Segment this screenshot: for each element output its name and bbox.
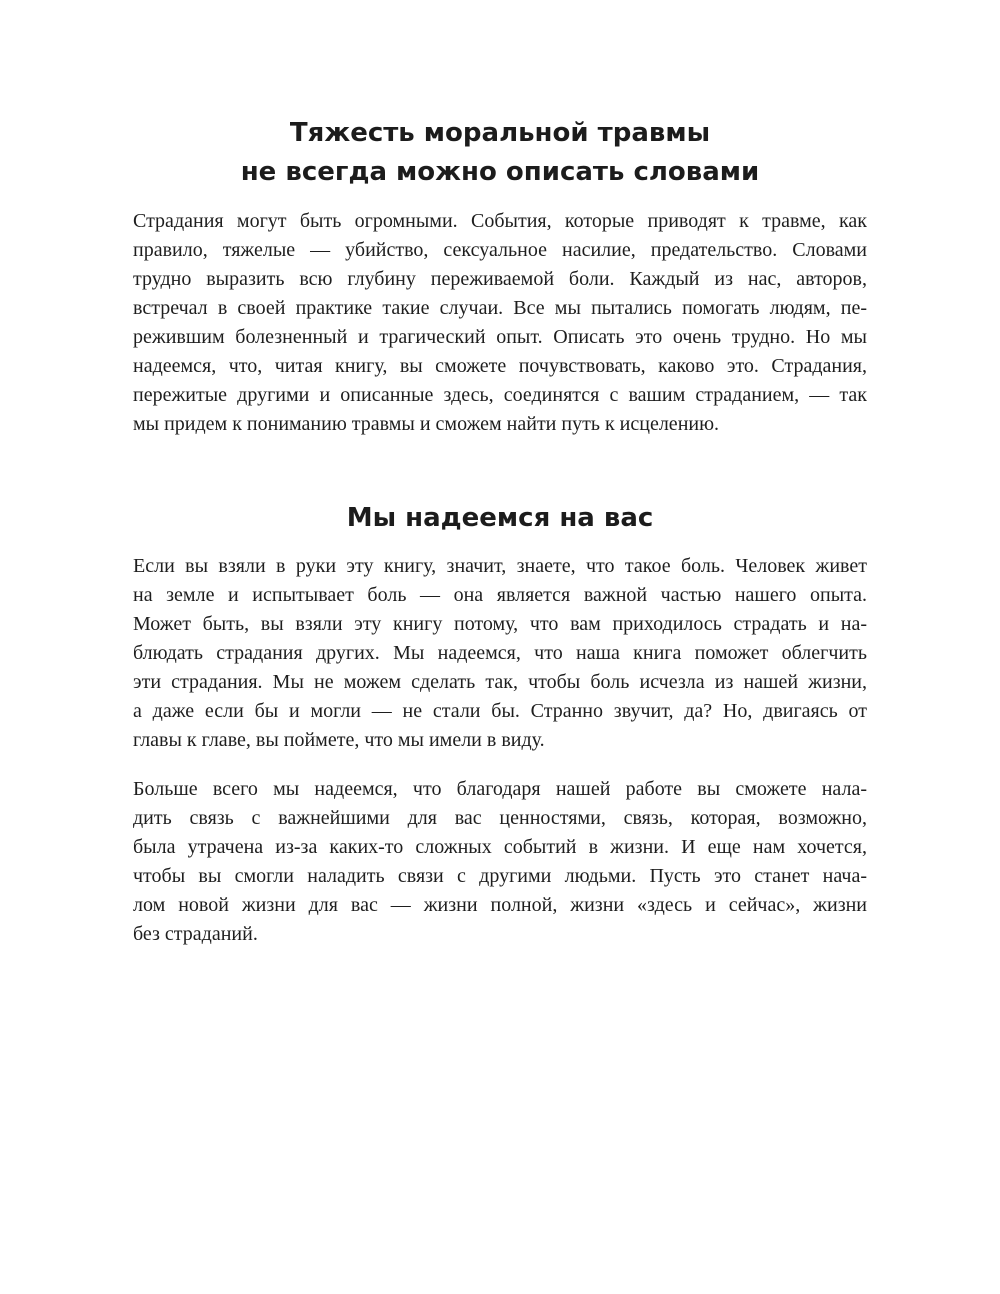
paragraph-we-hope-2	[133, 775, 867, 949]
text-line: дить связь с важнейшими для вас ценностями, связь, которая, возможно,	[133, 807, 867, 829]
text-line: без страданий.	[133, 923, 258, 945]
text-line: Может быть, вы взяли эту книгу потому, что вам приходилось страдать и на-	[133, 613, 867, 635]
text-line: Страдания могут быть огромными. События, которые приводят к травме, как	[133, 210, 867, 232]
section-title-line: Мы надеемся на вас	[346, 503, 654, 533]
text-line: встречал в своей практике такие случаи. Все мы пытались помогать людям, пе-	[133, 297, 867, 319]
text-line: трудно выразить всю глубину переживаемой боли. Каждый из нас, авторов,	[133, 268, 867, 290]
text-line: блюдать страдания других. Мы надеемся, что наша книга поможет облегчить	[133, 642, 867, 664]
text-line: мы придем к пониманию травмы и сможем найти путь к исцелению.	[133, 413, 720, 435]
text-line: надеемся, что, читая книгу, вы сможете почувствовать, каково это. Страдания,	[133, 355, 867, 377]
section-title-we-hope	[133, 499, 867, 538]
paragraph-we-hope-1	[133, 552, 867, 755]
text-line: режившим болезненный и трагический опыт. Описать это очень трудно. Но мы	[133, 326, 867, 348]
section-title-moral-trauma	[133, 114, 867, 192]
text-line: а даже если бы и могли — не стали бы. Странно звучит, да? Но, двигаясь от	[133, 700, 867, 722]
text-line: на земле и испытывает боль — она является важной частью нашего опыта.	[133, 584, 867, 606]
text-line: пережитые другими и описанные здесь, соединятся с вашим страданием, — так	[133, 384, 867, 406]
paragraph-moral-trauma	[133, 207, 867, 439]
text-line: была утрачена из-за каких-то сложных событий в жизни. И еще нам хочется,	[133, 836, 867, 858]
section-title-line: не всегда можно описать словами	[240, 157, 760, 187]
text-line: Если вы взяли в руки эту книгу, значит, знаете, что такое боль. Человек живет	[133, 555, 867, 577]
section-title-line: Тяжесть моральной травмы	[289, 118, 711, 148]
text-line: лом новой жизни для вас — жизни полной, жизни «здесь и сейчас», жизни	[133, 894, 867, 916]
text-line: эти страдания. Мы не можем сделать так, чтобы боль исчезла из нашей жизни,	[133, 671, 867, 693]
text-line: Больше всего мы надеемся, что благодаря нашей работе вы сможете нала-	[133, 778, 867, 800]
text-line: правило, тяжелые — убийство, сексуальное насилие, предательство. Словами	[133, 239, 867, 261]
text-line: главы к главе, вы поймете, что мы имели в виду.	[133, 729, 545, 751]
text-line: чтобы вы смогли наладить связи с другими людьми. Пусть это станет нача-	[133, 865, 867, 887]
